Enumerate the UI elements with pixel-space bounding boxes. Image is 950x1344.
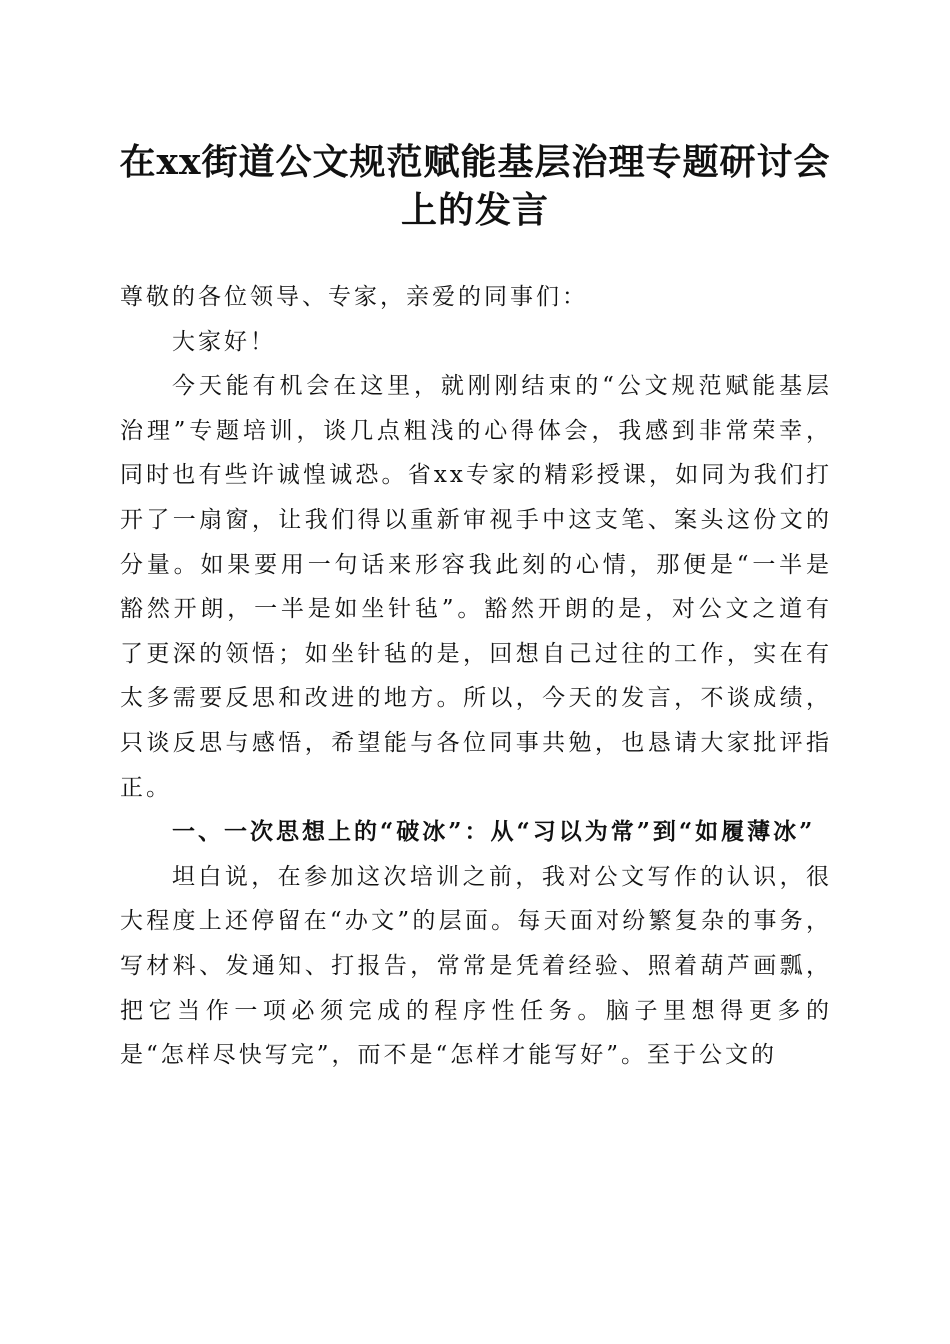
title-line-2: 上的发言 [400,189,549,231]
document-body [120,275,832,1078]
document-title [100,138,850,234]
paragraph-intro: 今天能有机会在这里，就刚刚结束的“公文规范赋能基层治理”专题培训，谈几点粗浅的心得体会，我感到非常荣幸，同时也有些许诚惶诚恐。省xx专家的精彩授课，如同为我们打开了一扇窗，让我们得以重新审视手中这支笔、案头这份文的分量。如果要用一句话来形容我此刻的心情，那便是“一半是豁然开朗，一半是如坐针毡”。豁然开朗的是，对公文之道有了更深的领悟；如坐针毡的是，回想自己过往的工作，实在有太多需要反思和改进的地方。所以，今天的发言，不谈成绩，只谈反思与感悟，希望能与各位同事共勉，也恳请大家批评指正。 [120,373,832,801]
title-line-1: 在xx街道公文规范赋能基层治理专题研讨会 [119,141,831,183]
paragraph-section1: 坦白说，在参加这次培训之前，我对公文写作的认识，很大程度上还停留在“办文”的层面。每天面对纷繁复杂的事务，写材料、发通知、打报告，常常是凭着经验、照着葫芦画瓢，把它当作一项必须完成的程序性任务。脑子里想得更多的是“怎样尽快写完”，而不是“怎样才能写好”。至于公文的 [120,863,832,1069]
salutation: 尊敬的各位领导、专家，亲爱的同事们： [120,284,588,310]
section-heading-1: 一、一次思想上的“破冰”：从“习以为常”到“如履薄冰” [172,818,816,846]
greeting: 大家好！ [172,328,276,355]
